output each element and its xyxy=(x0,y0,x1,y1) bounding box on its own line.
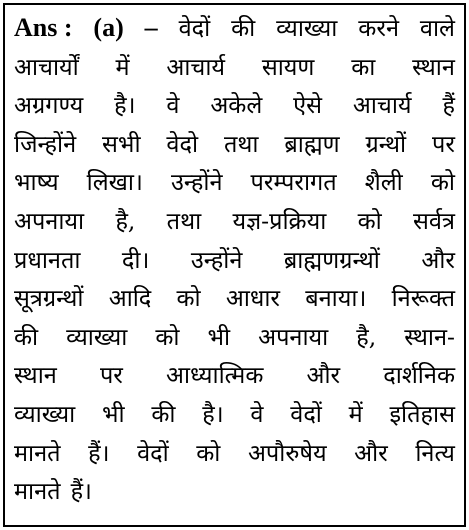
answer-word: का xyxy=(351,52,376,81)
answer-word: तथा xyxy=(166,206,202,235)
answer-word: और xyxy=(421,245,455,274)
text-line xyxy=(14,48,455,87)
answer-word: आधार xyxy=(225,284,281,313)
answer-word: ऐसे xyxy=(293,91,323,120)
answer-word: मानते xyxy=(14,438,61,467)
answer-word: तथा xyxy=(223,129,259,158)
text-line xyxy=(14,9,455,48)
answer-word: परम्परागत xyxy=(250,168,337,197)
answer-word: उन्होंने xyxy=(170,168,223,197)
answer-word: सभी xyxy=(102,129,141,158)
answer-dash: – xyxy=(144,13,158,42)
text-line xyxy=(14,318,455,357)
answer-word: हैं। xyxy=(88,438,110,467)
text-line xyxy=(14,395,455,434)
answer-label: Ans : xyxy=(14,13,73,42)
answer-word: जिन्होंने xyxy=(14,129,77,158)
answer-word: और xyxy=(354,438,388,467)
text-line xyxy=(14,241,455,280)
text-line xyxy=(14,472,455,511)
answer-word: भी xyxy=(207,322,231,351)
answer-word: सूत्रग्रन्थों xyxy=(14,284,84,313)
answer-word: की xyxy=(151,399,176,428)
answer-word: पर xyxy=(432,129,455,158)
text-line xyxy=(14,356,455,395)
text-line xyxy=(14,279,455,318)
answer-word: में xyxy=(115,52,130,81)
answer-word: ब्राह्मणग्रन्थों xyxy=(283,245,380,274)
answer-word: व्याख्या xyxy=(276,14,338,42)
text-line xyxy=(14,86,455,125)
answer-word: को xyxy=(176,284,201,313)
answer-word: आदि xyxy=(108,284,152,313)
answer-word: में xyxy=(348,399,363,428)
answer-word: इतिहास xyxy=(389,399,455,428)
answer-word: है। xyxy=(114,91,136,120)
answer-word: पर xyxy=(99,361,123,390)
answer-word: अग्रगण्य xyxy=(14,91,84,120)
answer-word: आध्यात्मिक xyxy=(166,361,264,390)
answer-word: है, xyxy=(115,206,136,235)
answer-word: भाष्य xyxy=(14,168,59,197)
answer-word: की xyxy=(14,322,39,351)
answer-word: की xyxy=(231,14,256,42)
answer-word: प्रधानता xyxy=(14,245,81,274)
answer-word: है, xyxy=(356,322,377,351)
answer-word: मानते xyxy=(14,477,61,506)
answer-word: दार्शनिक xyxy=(383,361,455,390)
answer-word: आचार्य xyxy=(352,91,412,120)
answer-word: भी xyxy=(101,399,125,428)
answer-word: वेदों xyxy=(137,438,169,467)
answer-word: अपनाया xyxy=(14,206,85,235)
answer-word: को xyxy=(357,206,382,235)
answer-word: सर्वत्र xyxy=(413,206,455,235)
text-line xyxy=(14,434,455,473)
answer-word: और xyxy=(306,361,341,390)
answer-word: यज्ञ-प्रक्रिया xyxy=(232,206,327,235)
answer-word: सायण xyxy=(261,52,315,81)
answer-word: वाले xyxy=(419,14,455,42)
answer-word: को xyxy=(196,438,221,467)
answer-word: अकेले xyxy=(210,91,263,120)
answer-box xyxy=(3,3,466,527)
answer-word: ग्रन्थों xyxy=(365,129,407,158)
answer-word: लिखा। xyxy=(86,168,143,197)
answer-word: नित्य xyxy=(415,438,455,467)
text-line xyxy=(14,202,455,241)
answer-word: को xyxy=(155,322,180,351)
answer-word: स्थान xyxy=(14,361,57,390)
answer-word: है। xyxy=(202,399,224,428)
answer-word: स्थान- xyxy=(404,322,455,351)
answer-option: (a) xyxy=(93,13,124,42)
text-line xyxy=(14,125,455,164)
answer-word: हैं xyxy=(442,91,455,120)
answer-word: करने xyxy=(358,14,399,42)
answer-word: आचार्यों xyxy=(14,52,79,81)
answer-word: आचार्य xyxy=(166,52,226,81)
answer-word: शैली xyxy=(364,168,403,197)
answer-word: वेदों xyxy=(178,14,211,42)
answer-word: वेदों xyxy=(290,399,322,428)
answer-word: हैं। xyxy=(70,477,92,506)
answer-word: दी। xyxy=(121,245,150,274)
answer-word: वे xyxy=(166,91,180,120)
answer-word: अपौरुषेय xyxy=(247,438,327,467)
answer-word: वेदो xyxy=(166,129,199,158)
answer-word: व्याख्या xyxy=(14,399,76,428)
text-line xyxy=(14,163,455,202)
answer-word: वे xyxy=(250,399,264,428)
answer-word: स्थान xyxy=(412,52,455,81)
answer-text xyxy=(14,9,455,511)
answer-word: ब्राह्मण xyxy=(284,129,340,158)
answer-word: बनाया। xyxy=(305,284,367,313)
answer-word: उन्होंने xyxy=(190,245,243,274)
answer-word: अपनाया xyxy=(258,322,329,351)
answer-word: व्याख्या xyxy=(66,322,128,351)
answer-word: को xyxy=(430,168,455,197)
answer-word: निरूक्त xyxy=(391,284,455,313)
